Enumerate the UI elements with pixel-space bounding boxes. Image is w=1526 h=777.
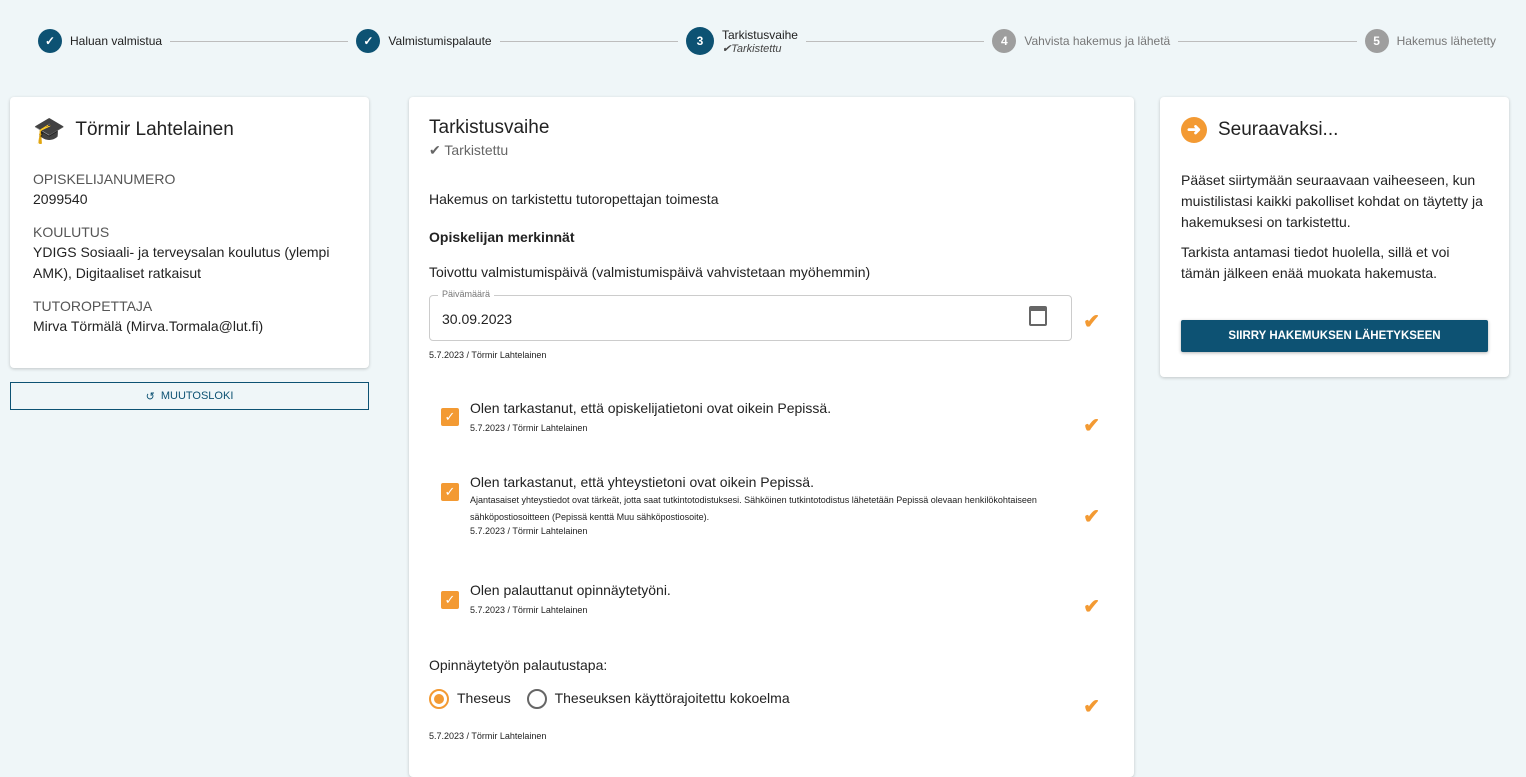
return-label: Opinnäytetyön palautustapa: <box>429 657 608 673</box>
check-icon: ✓ <box>38 29 62 53</box>
student-name: Törmir Lahtelainen <box>75 119 234 140</box>
intro: Hakemus on tarkistettu tutoropettajan toimesta <box>429 191 719 207</box>
student-card <box>10 97 369 368</box>
label: TUTOROPETTAJA <box>33 298 153 314</box>
changelog-button[interactable] <box>10 382 369 410</box>
button-label: MUUTOSLOKI <box>160 390 234 402</box>
next-card <box>1160 97 1509 377</box>
step-1 <box>38 29 162 53</box>
date-label: Päivämäärä <box>438 289 494 299</box>
check-icon: ✔ <box>1083 415 1100 437</box>
double-check-icon: ✔ <box>429 142 441 158</box>
step-4 <box>992 29 1170 53</box>
label: OPISKELIJANUMERO <box>33 171 176 187</box>
status: Tarkistettu <box>444 142 509 158</box>
radio-restricted[interactable] <box>527 690 790 706</box>
checkbox-checked[interactable]: ✓ <box>441 591 459 609</box>
proceed-to-send-button[interactable]: SIIRRY HAKEMUKSEN LÄHETYKSEEN <box>1181 320 1488 352</box>
meta: 5.7.2023 / Törmir Lahtelainen <box>429 731 547 741</box>
tutor: Mirva Törmälä (Mirva.Tormala@lut.fi) <box>33 318 264 334</box>
step-2 <box>356 29 491 53</box>
date-value: 30.09.2023 <box>442 311 513 327</box>
radio-selected[interactable] <box>429 689 449 709</box>
radio-theseus[interactable] <box>429 690 511 706</box>
radio-group <box>429 689 790 709</box>
divider <box>806 41 984 42</box>
check-icon: ✔ <box>1083 596 1100 618</box>
radio-label: Theseus <box>457 689 511 706</box>
check-icon: ✔ <box>1083 506 1100 528</box>
step-label: Hakemus lähetetty <box>1396 34 1496 48</box>
step-label: Tarkistusvaihe <box>721 27 798 42</box>
step-sub: Tarkistettu <box>731 42 782 55</box>
meta: 5.7.2023 / Törmir Lahtelainen <box>470 423 588 433</box>
label: KOULUTUS <box>33 224 110 240</box>
date-field[interactable] <box>429 289 1072 341</box>
check-icon: ✔ <box>1083 311 1100 333</box>
next-title: Seuraavaksi... <box>1218 119 1339 140</box>
radio-label: Theseuksen käyttörajoitettu kokoelma <box>554 689 790 706</box>
review-card <box>409 97 1134 777</box>
step-number: 4 <box>992 29 1016 53</box>
step-5 <box>1365 29 1496 53</box>
graduation-cap-icon: 🎓 <box>33 115 66 145</box>
section-title: Opiskelijan merkinnät <box>429 229 575 245</box>
divider <box>170 41 348 42</box>
program: YDIGS Sosiaali- ja terveysalan koulutus (ylempi AMK), Digitaaliset ratkaisut <box>33 244 330 281</box>
step-label: Valmistumispalaute <box>388 34 492 48</box>
item-label: Olen tarkastanut, että opiskelijatietoni ovat oikein Pepissä. <box>470 400 832 416</box>
step-number: 3 <box>686 27 714 55</box>
card-title: Tarkistusvaihe <box>429 117 550 138</box>
divider <box>1178 41 1356 42</box>
next-warning: Tarkista antamasi tiedot huolella, sillä et voi tämän jälkeen enää muokata hakemusta. <box>1181 244 1450 281</box>
date-question: Toivottu valmistumispäivä (valmistumispäivä vahvistetaan myöhemmin) <box>429 264 871 280</box>
checkbox-checked[interactable]: ✓ <box>441 408 459 426</box>
arrow-right-circle-icon: ➜ <box>1181 117 1207 143</box>
radio-unselected[interactable] <box>527 689 547 709</box>
meta: 5.7.2023 / Törmir Lahtelainen <box>429 350 547 360</box>
step-label: Vahvista hakemus ja lähetä <box>1024 34 1171 48</box>
meta: 5.7.2023 / Törmir Lahtelainen <box>470 605 588 615</box>
item-label: Olen tarkastanut, että yhteystietoni ovat oikein Pepissä. <box>470 474 814 490</box>
next-text: Pääset siirtymään seuraavaan vaiheeseen, kun muistilistasi kaikki pakolliset kohdat on täytetty ja hakemuksesi on tarkistettu. <box>1181 172 1483 230</box>
divider <box>500 41 678 42</box>
item-label: Olen palauttanut opinnäytetyöni. <box>470 582 671 598</box>
meta: 5.7.2023 / Törmir Lahtelainen <box>470 526 588 536</box>
check-icon: ✔ <box>1083 696 1100 718</box>
stepper <box>38 26 1496 56</box>
calendar-icon[interactable] <box>1029 306 1047 326</box>
history-icon: ↺ <box>145 390 155 403</box>
check-icon: ✓ <box>356 29 380 53</box>
step-3 <box>686 27 798 55</box>
help-text: Ajantasaiset yhteystiedot ovat tärkeät, jotta saat tutkintotodistuksesi. Sähköinen tutkintotodistus lähetetään Pepissä olevaan henkilökohtaiseen sähköpostiosoitteen (Pepissä kenttä Muu sähköpostiosoite). <box>470 495 1037 522</box>
step-label: Haluan valmistua <box>70 34 163 48</box>
student-number: 2099540 <box>33 191 88 207</box>
step-number: 5 <box>1365 29 1389 53</box>
double-check-icon: ✔ <box>721 42 732 55</box>
checkbox-checked[interactable]: ✓ <box>441 483 459 501</box>
